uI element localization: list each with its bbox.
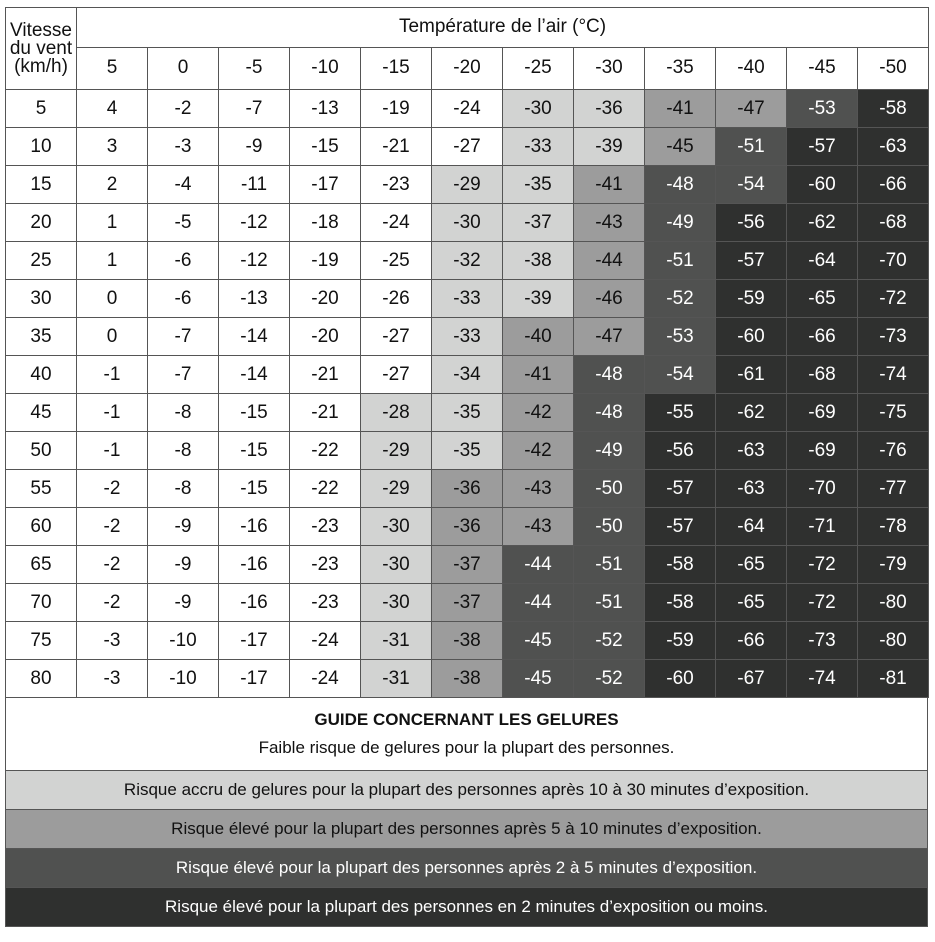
wind-chill-cell: 1 — [77, 204, 148, 242]
wind-chill-cell: -51 — [574, 546, 645, 584]
wind-chill-cell: -45 — [645, 128, 716, 166]
wind-chill-cell: -57 — [787, 128, 858, 166]
wind-chill-cell: -63 — [858, 128, 929, 166]
wind-chill-cell: -58 — [645, 546, 716, 584]
wind-chill-cell: -36 — [574, 90, 645, 128]
wind-chill-cell: -57 — [716, 242, 787, 280]
wind-chill-cell: -2 — [77, 508, 148, 546]
wind-speed-cell: 60 — [6, 508, 77, 546]
wind-chill-cell: -64 — [787, 242, 858, 280]
wind-chill-cell: -27 — [432, 128, 503, 166]
wind-chill-cell: -36 — [432, 470, 503, 508]
wind-chill-cell: -7 — [219, 90, 290, 128]
temperature-header-cell: -40 — [716, 47, 787, 89]
wind-chill-cell: -41 — [503, 356, 574, 394]
wind-chill-cell: -71 — [787, 508, 858, 546]
wind-chill-cell: -69 — [787, 432, 858, 470]
wind-chill-cell: -48 — [574, 394, 645, 432]
temperature-header-cell: -15 — [361, 47, 432, 89]
table-row — [6, 470, 929, 508]
wind-chill-cell: -23 — [361, 166, 432, 204]
wind-chill-cell: -21 — [361, 128, 432, 166]
wind-chill-cell: -35 — [432, 432, 503, 470]
wind-chill-cell: -3 — [77, 622, 148, 660]
wind-chill-cell: -60 — [645, 660, 716, 698]
wind-chill-cell: -1 — [77, 432, 148, 470]
guide-title: GUIDE CONCERNANT LES GELURES — [314, 710, 619, 729]
wind-speed-cell: 45 — [6, 394, 77, 432]
table-body — [6, 90, 929, 698]
temperature-header-cell: -30 — [574, 47, 645, 89]
frostbite-guide — [5, 697, 928, 927]
wind-chill-cell: -69 — [787, 394, 858, 432]
wind-chill-cell: -58 — [645, 584, 716, 622]
wind-chill-cell: -73 — [787, 622, 858, 660]
wind-chill-cell: -34 — [432, 356, 503, 394]
table-row — [6, 166, 929, 204]
wind-chill-cell: -9 — [148, 546, 219, 584]
air-temperature-header: Température de l’air (°C) — [77, 8, 929, 48]
wind-chill-cell: -23 — [290, 584, 361, 622]
wind-chill-cell: -13 — [219, 280, 290, 318]
wind-chill-cell: -58 — [858, 90, 929, 128]
wind-chill-cell: -62 — [787, 204, 858, 242]
wind-chill-cell: -52 — [574, 622, 645, 660]
wind-chill-cell: -81 — [858, 660, 929, 698]
wind-chill-cell: -14 — [219, 318, 290, 356]
table-row — [6, 432, 929, 470]
table-row — [6, 584, 929, 622]
wind-chill-cell: -80 — [858, 584, 929, 622]
wind-chill-cell: -39 — [574, 128, 645, 166]
wind-chill-cell: -22 — [290, 470, 361, 508]
wind-chill-cell: -64 — [716, 508, 787, 546]
table-row — [6, 242, 929, 280]
wind-chill-cell: -39 — [503, 280, 574, 318]
wind-chill-cell: -66 — [716, 622, 787, 660]
wind-chill-cell: -44 — [574, 242, 645, 280]
wind-chill-cell: -70 — [858, 242, 929, 280]
wind-chill-cell: -20 — [290, 280, 361, 318]
wind-chill-cell: -17 — [290, 166, 361, 204]
wind-chill-cell: -3 — [77, 660, 148, 698]
wind-chill-cell: -37 — [432, 546, 503, 584]
wind-chill-cell: 3 — [77, 128, 148, 166]
wind-chill-cell: -25 — [361, 242, 432, 280]
wind-chill-cell: -67 — [716, 660, 787, 698]
temperature-header-cell: -35 — [645, 47, 716, 89]
wind-chill-cell: -3 — [148, 128, 219, 166]
wind-chill-cell: -14 — [219, 356, 290, 394]
wind-chill-cell: -40 — [503, 318, 574, 356]
wind-chill-cell: -15 — [290, 128, 361, 166]
wind-chill-cell: -24 — [432, 90, 503, 128]
corner-line: du vent — [9, 37, 73, 59]
wind-chill-cell: -43 — [574, 204, 645, 242]
temperature-header-cell: -20 — [432, 47, 503, 89]
wind-chill-cell: -31 — [361, 660, 432, 698]
wind-chill-cell: -77 — [858, 470, 929, 508]
wind-chill-cell: -20 — [290, 318, 361, 356]
wind-chill-cell: -80 — [858, 622, 929, 660]
wind-chill-cell: -1 — [77, 394, 148, 432]
wind-chill-cell: -23 — [290, 546, 361, 584]
wind-speed-cell: 65 — [6, 546, 77, 584]
wind-speed-cell: 70 — [6, 584, 77, 622]
wind-chill-cell: -53 — [645, 318, 716, 356]
wind-chill-cell: -21 — [290, 356, 361, 394]
wind-chill-cell: -53 — [787, 90, 858, 128]
wind-chill-cell: -37 — [432, 584, 503, 622]
wind-chill-cell: -42 — [503, 432, 574, 470]
wind-chill-cell: 1 — [77, 242, 148, 280]
wind-speed-header — [6, 8, 77, 90]
wind-chill-cell: -30 — [361, 584, 432, 622]
wind-chill-cell: -4 — [148, 166, 219, 204]
wind-speed-cell: 80 — [6, 660, 77, 698]
wind-chill-cell: -79 — [858, 546, 929, 584]
wind-chill-cell: -8 — [148, 470, 219, 508]
wind-chill-cell: -29 — [432, 166, 503, 204]
wind-chill-cell: -10 — [148, 660, 219, 698]
table-row — [6, 508, 929, 546]
wind-chill-cell: -42 — [503, 394, 574, 432]
wind-chill-cell: -52 — [574, 660, 645, 698]
wind-chill-cell: -49 — [645, 204, 716, 242]
wind-chill-cell: -74 — [858, 356, 929, 394]
wind-chill-cell: -46 — [574, 280, 645, 318]
wind-chill-cell: -43 — [503, 470, 574, 508]
wind-chill-cell: -72 — [787, 584, 858, 622]
wind-chill-cell: -57 — [645, 508, 716, 546]
wind-chill-cell: -12 — [219, 204, 290, 242]
wind-chill-cell: -44 — [503, 584, 574, 622]
wind-chill-cell: -9 — [148, 584, 219, 622]
wind-chill-cell: -30 — [361, 546, 432, 584]
wind-chill-cell: -75 — [858, 394, 929, 432]
wind-chill-cell: -17 — [219, 660, 290, 698]
wind-chill-cell: -76 — [858, 432, 929, 470]
corner-line: Vitesse — [10, 19, 72, 41]
wind-chill-cell: -78 — [858, 508, 929, 546]
wind-chill-cell: -43 — [503, 508, 574, 546]
wind-speed-cell: 25 — [6, 242, 77, 280]
wind-chill-cell: -22 — [290, 432, 361, 470]
table-row — [6, 90, 929, 128]
wind-chill-cell: -48 — [574, 356, 645, 394]
wind-chill-cell: -31 — [361, 622, 432, 660]
wind-chill-cell: -35 — [432, 394, 503, 432]
wind-chill-cell: -70 — [787, 470, 858, 508]
wind-chill-cell: -61 — [716, 356, 787, 394]
wind-chill-cell: -18 — [290, 204, 361, 242]
wind-speed-cell: 55 — [6, 470, 77, 508]
table-row — [6, 128, 929, 166]
wind-chill-cell: -49 — [574, 432, 645, 470]
wind-chill-cell: -6 — [148, 280, 219, 318]
wind-chill-cell: -19 — [361, 90, 432, 128]
wind-chill-cell: -16 — [219, 508, 290, 546]
wind-chill-cell: -41 — [574, 166, 645, 204]
table-row — [6, 204, 929, 242]
wind-chill-cell: 0 — [77, 318, 148, 356]
temperature-header-cell: -25 — [503, 47, 574, 89]
wind-chill-cell: -24 — [290, 622, 361, 660]
wind-speed-cell: 75 — [6, 622, 77, 660]
wind-chill-cell: -52 — [645, 280, 716, 318]
wind-chill-cell: -15 — [219, 394, 290, 432]
wind-speed-cell: 30 — [6, 280, 77, 318]
wind-chill-cell: -10 — [148, 622, 219, 660]
wind-chill-cell: -33 — [432, 280, 503, 318]
wind-chill-cell: -8 — [148, 432, 219, 470]
wind-chill-cell: 4 — [77, 90, 148, 128]
table-row — [6, 280, 929, 318]
wind-chill-cell: -65 — [716, 546, 787, 584]
wind-speed-cell: 40 — [6, 356, 77, 394]
wind-chill-cell: -62 — [716, 394, 787, 432]
temperature-header-row — [6, 47, 929, 89]
wind-chill-cell: -57 — [645, 470, 716, 508]
wind-chill-cell: -1 — [77, 356, 148, 394]
wind-chill-cell: -7 — [148, 356, 219, 394]
wind-speed-cell: 5 — [6, 90, 77, 128]
wind-chill-cell: -54 — [716, 166, 787, 204]
wind-chill-cell: -15 — [219, 432, 290, 470]
guide-low-risk — [6, 698, 928, 771]
wind-chill-cell: -50 — [574, 470, 645, 508]
wind-chill-cell: -63 — [716, 470, 787, 508]
wind-chill-cell: -51 — [645, 242, 716, 280]
wind-chill-cell: -11 — [219, 166, 290, 204]
wind-chill-cell: -6 — [148, 242, 219, 280]
wind-chill-cell: -9 — [148, 508, 219, 546]
wind-chill-cell: -27 — [361, 318, 432, 356]
wind-chill-cell: -2 — [148, 90, 219, 128]
guide-band-high-risk-5-10: Risque élevé pour la plupart des personnes après 5 à 10 minutes d’exposition. — [6, 810, 928, 849]
wind-chill-cell: -37 — [503, 204, 574, 242]
wind-chill-cell: -65 — [716, 584, 787, 622]
wind-chill-cell: -60 — [716, 318, 787, 356]
guide-low-risk-text: Faible risque de gelures pour la plupart des personnes. — [258, 738, 675, 757]
wind-chill-cell: -7 — [148, 318, 219, 356]
wind-chill-cell: -72 — [858, 280, 929, 318]
table-row — [6, 660, 929, 698]
wind-chill-cell: -66 — [858, 166, 929, 204]
wind-chill-cell: -15 — [219, 470, 290, 508]
wind-chill-cell: -12 — [219, 242, 290, 280]
table-row — [6, 622, 929, 660]
wind-chill-cell: -5 — [148, 204, 219, 242]
wind-chill-cell: -16 — [219, 546, 290, 584]
temperature-header-cell: -45 — [787, 47, 858, 89]
wind-chill-cell: -60 — [787, 166, 858, 204]
wind-chill-cell: -30 — [503, 90, 574, 128]
wind-chill-cell: -19 — [290, 242, 361, 280]
wind-speed-cell: 35 — [6, 318, 77, 356]
wind-speed-cell: 15 — [6, 166, 77, 204]
temperature-header-cell: -10 — [290, 47, 361, 89]
wind-chill-cell: -33 — [503, 128, 574, 166]
guide-band-high-risk-2-5: Risque élevé pour la plupart des personnes après 2 à 5 minutes d’exposition. — [6, 849, 928, 888]
wind-chill-cell: -33 — [432, 318, 503, 356]
table-row — [6, 356, 929, 394]
wind-chill-cell: -68 — [858, 204, 929, 242]
wind-chill-cell: -2 — [77, 470, 148, 508]
guide-band-high-risk-under-2: Risque élevé pour la plupart des personnes en 2 minutes d’exposition ou moins. — [6, 888, 928, 927]
wind-chill-cell: -47 — [574, 318, 645, 356]
wind-chill-cell: -26 — [361, 280, 432, 318]
wind-chill-cell: -36 — [432, 508, 503, 546]
wind-chill-cell: -38 — [503, 242, 574, 280]
wind-chill-cell: -74 — [787, 660, 858, 698]
wind-chill-cell: -41 — [645, 90, 716, 128]
wind-chill-cell: -47 — [716, 90, 787, 128]
wind-chill-cell: -44 — [503, 546, 574, 584]
wind-chill-cell: -59 — [645, 622, 716, 660]
corner-line: (km/h) — [14, 55, 68, 77]
wind-chill-cell: -23 — [290, 508, 361, 546]
wind-speed-cell: 10 — [6, 128, 77, 166]
wind-chill-cell: -38 — [432, 622, 503, 660]
wind-chill-table — [5, 7, 929, 698]
wind-chill-cell: -68 — [787, 356, 858, 394]
wind-chill-cell: -45 — [503, 660, 574, 698]
wind-chill-cell: -16 — [219, 584, 290, 622]
wind-chill-cell: -59 — [716, 280, 787, 318]
wind-chill-cell: -35 — [503, 166, 574, 204]
wind-chill-cell: -55 — [645, 394, 716, 432]
wind-chill-cell: -65 — [787, 280, 858, 318]
table-row — [6, 318, 929, 356]
wind-chill-cell: -29 — [361, 432, 432, 470]
wind-chill-cell: -72 — [787, 546, 858, 584]
temperature-header-cell: 0 — [148, 47, 219, 89]
wind-chill-cell: -51 — [574, 584, 645, 622]
wind-chill-cell: -45 — [503, 622, 574, 660]
wind-chill-cell: -30 — [361, 508, 432, 546]
wind-chill-cell: -56 — [716, 204, 787, 242]
wind-chill-cell: -32 — [432, 242, 503, 280]
table-row — [6, 546, 929, 584]
wind-chill-cell: -50 — [574, 508, 645, 546]
wind-chill-cell: -2 — [77, 546, 148, 584]
wind-speed-cell: 50 — [6, 432, 77, 470]
wind-chill-cell: -21 — [290, 394, 361, 432]
wind-chill-cell: -24 — [290, 660, 361, 698]
wind-chill-cell: -28 — [361, 394, 432, 432]
temperature-header-cell: -5 — [219, 47, 290, 89]
wind-chill-cell: -38 — [432, 660, 503, 698]
wind-chill-chart — [5, 7, 928, 927]
wind-chill-cell: -9 — [219, 128, 290, 166]
wind-chill-cell: -30 — [432, 204, 503, 242]
wind-chill-cell: -27 — [361, 356, 432, 394]
wind-chill-cell: -24 — [361, 204, 432, 242]
table-row — [6, 394, 929, 432]
guide-band-increased-risk: Risque accru de gelures pour la plupart des personnes après 10 à 30 minutes d’exposition. — [6, 771, 928, 810]
wind-chill-cell: -29 — [361, 470, 432, 508]
wind-chill-cell: -17 — [219, 622, 290, 660]
wind-chill-cell: -8 — [148, 394, 219, 432]
wind-chill-cell: -13 — [290, 90, 361, 128]
wind-chill-cell: -48 — [645, 166, 716, 204]
wind-chill-cell: -2 — [77, 584, 148, 622]
wind-chill-cell: 2 — [77, 166, 148, 204]
wind-chill-cell: -73 — [858, 318, 929, 356]
wind-chill-cell: -63 — [716, 432, 787, 470]
wind-chill-cell: 0 — [77, 280, 148, 318]
wind-chill-cell: -54 — [645, 356, 716, 394]
temperature-header-cell: -50 — [858, 47, 929, 89]
wind-chill-cell: -51 — [716, 128, 787, 166]
wind-speed-cell: 20 — [6, 204, 77, 242]
wind-chill-cell: -66 — [787, 318, 858, 356]
wind-chill-cell: -56 — [645, 432, 716, 470]
temperature-header-cell: 5 — [77, 47, 148, 89]
